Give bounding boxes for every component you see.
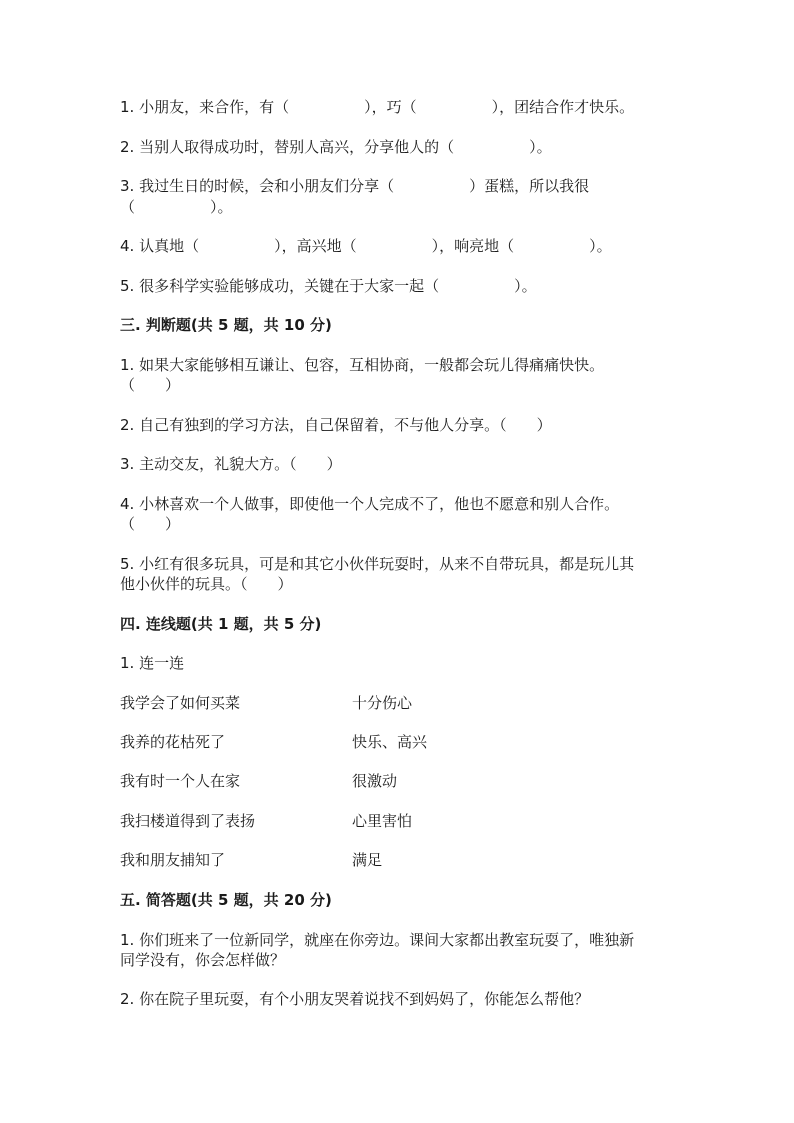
fill-question-4: 4. 认真地（ ），高兴地（ ），响亮地（ ）。: [120, 237, 612, 255]
match-right-item: 十分伤心: [352, 694, 413, 712]
match-question-title: 1. 连一连: [120, 654, 185, 672]
fill-question-3-line-1: 3. 我过生日的时候，会和小朋友们分享（ ）蛋糕，所以我很: [120, 177, 590, 195]
match-right-item: 很激动: [352, 772, 398, 790]
match-right-item: 心里害怕: [352, 812, 413, 830]
section-4-heading: 四. 连线题(共 1 题，共 5 分): [120, 615, 322, 633]
short-answer-question-1-line-1: 1. 你们班来了一位新同学，就座在你旁边。课间大家都出教室玩耍了，唯独新: [120, 931, 635, 949]
match-right-item: 满足: [352, 851, 383, 869]
judge-question-4-line-1: 4. 小林喜欢一个人做事，即使他一个人完成不了，他也不愿意和别人合作。: [120, 495, 620, 513]
match-left-item: 我扫楼道得到了表扬: [120, 812, 256, 830]
section-3-heading: 三. 判断题(共 5 题，共 10 分): [120, 316, 332, 334]
judge-question-5-line-2: 他小伙伴的玩具。（ ）: [120, 575, 293, 593]
fill-question-1: 1. 小朋友，来合作，有（ ），巧（ ），团结合作才快乐。: [120, 98, 635, 116]
judge-question-5-line-1: 5. 小红有很多玩具，可是和其它小伙伴玩耍时，从来不自带玩具，都是玩儿其: [120, 555, 635, 573]
fill-question-5: 5. 很多科学实验能够成功，关键在于大家一起（ ）。: [120, 277, 537, 295]
match-left-item: 我学会了如何买菜: [120, 694, 241, 712]
judge-question-2: 2. 自己有独到的学习方法，自己保留着，不与他人分享。（ ）: [120, 416, 552, 434]
judge-question-3: 3. 主动交友，礼貌大方。（ ）: [120, 455, 342, 473]
match-right-item: 快乐、高兴: [352, 733, 428, 751]
judge-question-4-line-2: （ ）: [120, 515, 181, 533]
fill-question-2: 2. 当别人取得成功时，替别人高兴，分享他人的（ ）。: [120, 138, 552, 156]
fill-question-3-line-2: （ ）。: [120, 198, 233, 216]
match-left-item: 我有时一个人在家: [120, 772, 241, 790]
short-answer-question-2: 2. 你在院子里玩耍，有个小朋友哭着说找不到妈妈了，你能怎么帮他？: [120, 990, 590, 1008]
match-left-item: 我养的花枯死了: [120, 733, 226, 751]
match-left-item: 我和朋友捕知了: [120, 851, 226, 869]
judge-question-1-line-1: 1. 如果大家能够相互谦让、包容，互相协商，一般都会玩儿得痛痛快快。: [120, 356, 605, 374]
section-5-heading: 五. 简答题(共 5 题，共 20 分): [120, 891, 332, 909]
short-answer-question-1-line-2: 同学没有，你会怎样做？: [120, 951, 286, 969]
judge-question-1-line-2: （ ）: [120, 376, 181, 394]
